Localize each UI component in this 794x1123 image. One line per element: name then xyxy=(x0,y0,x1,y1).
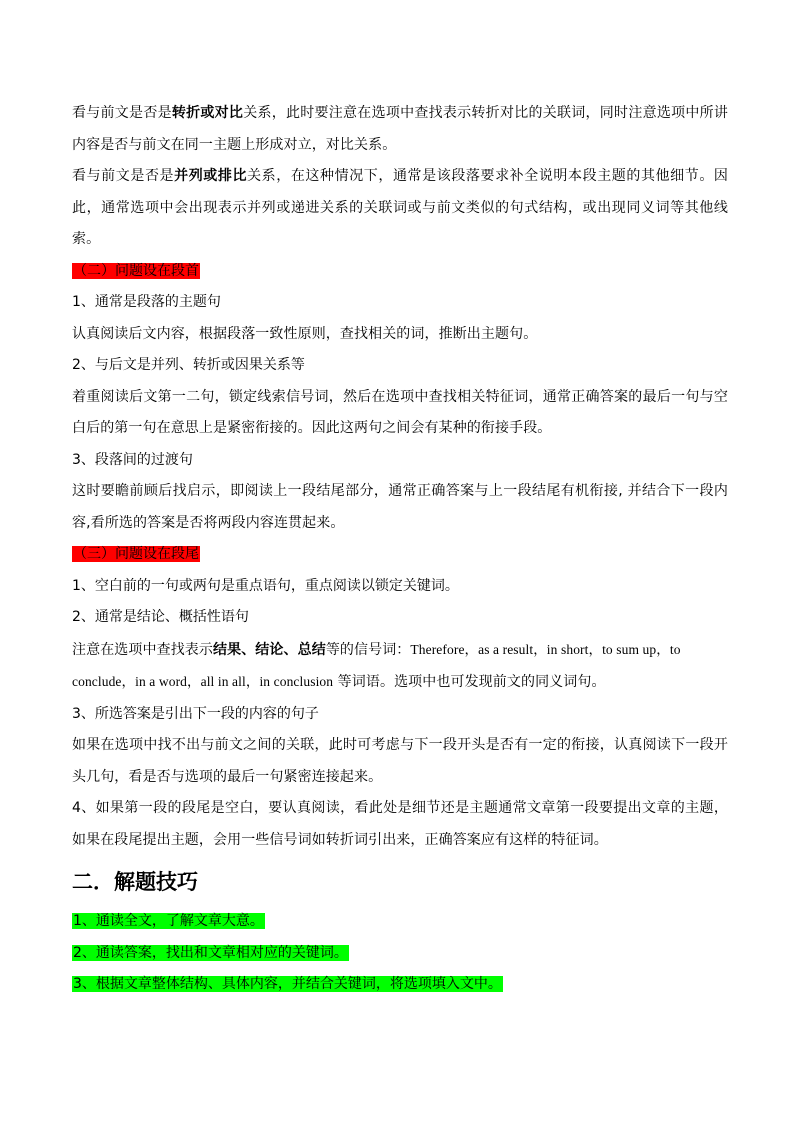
list-item-body xyxy=(72,634,728,699)
highlighted-tip: 1、通读全文，了解文章大意。 xyxy=(73,913,264,929)
paragraph-text: 等词语。选项中也可发现前文的同义词句。 xyxy=(333,674,606,690)
paragraph-text: 等的信号词： xyxy=(325,641,411,658)
document-page xyxy=(72,98,728,1001)
paragraph-parallel xyxy=(72,161,728,256)
english-signal-words: Therefore，as a result，in short，to sum up，to xyxy=(410,641,681,657)
english-signal-words: conclude，in a word，all in all，in conclusion xyxy=(72,674,334,689)
list-item-body: 如果在选项中找不出与前文之间的关联，此时可考虑与下一段开头是否有一定的衔接，认真阅读下一段开头几句，看是否与选项的最后一句紧密连接起来。 xyxy=(72,737,728,785)
paragraph-text: 关系，在这种情况下，通常是该段落要求补全说明本段主题的其他细节。因此，通常选项中会出现表示并列或递进关系的关联词或与前文类似的句式结构，或出现同义词等其他线索。 xyxy=(72,168,729,247)
section-heading-paragraph-start xyxy=(72,256,728,288)
paragraph-contrast xyxy=(72,98,728,161)
paragraph-text: 看与前文是否是 xyxy=(72,168,175,184)
list-item-title: 3、所选答案是引出下一段的内容的句子 xyxy=(72,705,319,722)
highlighted-tip: 3、根据文章整体结构、具体内容，并结合关键词，将选项填入文中。 xyxy=(73,976,502,992)
bold-keyword: 并列或排比 xyxy=(174,168,248,184)
list-item-title: 1、空白前的一句或两句是重点语句，重点阅读以锁定关键词。 xyxy=(72,577,459,594)
section-heading-paragraph-end xyxy=(72,539,728,571)
list-item-title: 3、段落间的过渡句 xyxy=(72,451,193,468)
highlighted-tip: 2、通读答案，找出和文章相对应的关键词。 xyxy=(73,944,348,961)
paragraph-text: 注意在选项中查找表示 xyxy=(72,641,213,658)
tip-item xyxy=(72,906,728,938)
bold-keyword: 转折或对比 xyxy=(171,105,244,121)
paragraph-text: 看与前文是否是 xyxy=(72,105,172,121)
highlighted-heading: （二）问题设在段首 xyxy=(73,262,199,279)
tip-item xyxy=(72,938,728,970)
list-item-title: 2、与后文是并列、转折或因果关系等 xyxy=(72,357,305,373)
list-item-body: 认真阅读后文内容，根据段落一致性原则，查找相关的词，推断出主题句。 xyxy=(72,325,538,342)
list-item-body: 这时要瞻前顾后找启示，即阅读上一段结尾部分，通常正确答案与上一段结尾有机衔接, 并结合下一段内容,看所选的答案是否将两段内容连贯起来。 xyxy=(72,483,728,531)
list-item-body: 4、如果第一段的段尾是空白，要认真阅读，看此处是细节还是主题通常文章第一段要提出文章的主题，如果在段尾提出主题，会用一些信号词如转折词引出来，正确答案应有这样的特征词。 xyxy=(72,800,728,848)
part-heading-techniques: 二．解题技巧 xyxy=(72,870,198,894)
list-item-body: 着重阅读后文第一二句，锁定线索信号词，然后在选项中查找相关特征词，通常正确答案的最后一句与空白后的第一句在意思上是紧密衔接的。因此这两句之间会有某种的衔接手段。 xyxy=(72,388,728,436)
list-item-title: 2、通常是结论、概括性语句 xyxy=(72,609,249,625)
bold-keyword: 结果、结论、总结 xyxy=(213,641,326,658)
list-item-title: 1、通常是段落的主题句 xyxy=(72,294,221,310)
highlighted-heading: （三）问题设在段尾 xyxy=(73,546,199,562)
paragraph-text: 关系，此时要注意在选项中查找表示转折对比的关联词，同时注意选项中所讲内容是否与前文在同一主题上形成对立，对比关系。 xyxy=(72,105,729,153)
tip-item xyxy=(72,969,728,1001)
